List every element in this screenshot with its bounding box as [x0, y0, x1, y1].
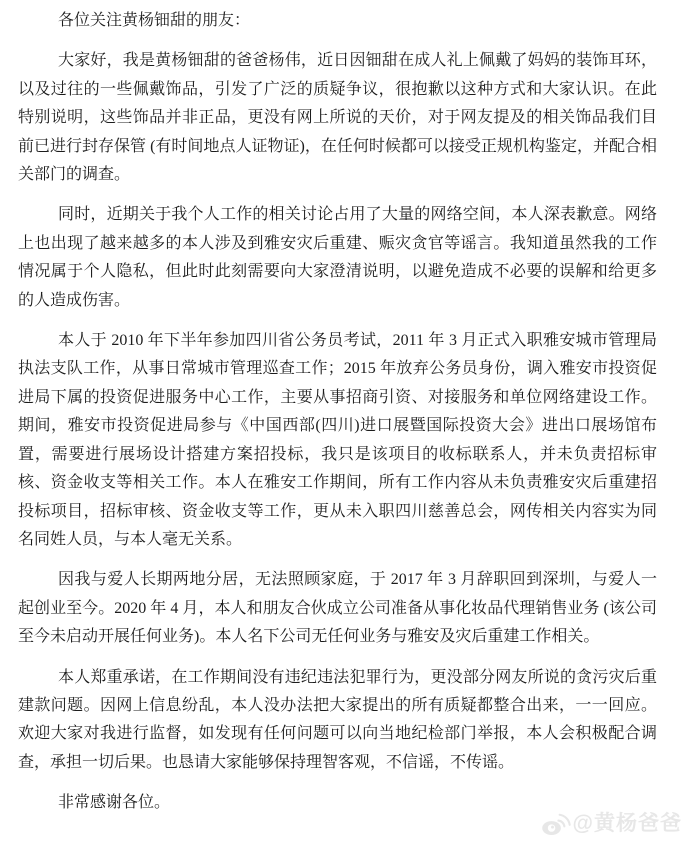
paragraph: 本人于 2010 年下半年参加四川省公务员考试，2011 年 3 月正式入职雅安城市管理局执法支队工作，从事日常城市管理巡查工作；2015 年放弃公务员身份，调入雅安市投资促进局下属的投资促进服务中心工作，主要从事招商引资、对接服务和单位网络建设工作。期间，雅安市投资促进局参与《中国西部(四川)进口展暨国际投资大会》进出口展场馆布置，需要进行展场设计搭建方案招投标，我只是该项目的收标联系人，并未负责招标审核、资金收支等相关工作。本人在雅安工作期间，所有工作内容从未负责雅安灾后重建招投标项目，招标审核、资金收支等工作，更从未入职四川慈善总会，网传相关内容实为同名同姓人员，与本人毫无关系。 [18, 332, 657, 548]
paragraph: 因我与爱人长期两地分居，无法照顾家庭，于 2017 年 3 月辞职回到深圳，与爱人一起创业至今。2020 年 4 月，本人和朋友合伙成立公司准备从事化妆品代理销售业务 (该公司至今未启动开展任何业务)。本人名下公司无任何业务与雅安及灾后重建工作相关。 [18, 571, 657, 646]
paragraph: 本人郑重承诺，在工作期间没有违纪违法犯罪行为，更没部分网友所说的贪污灾后重建款问题。因网上信息纷乱，本人没办法把大家提出的所有质疑都整合出来，一一回应。欢迎大家对我进行监督，如发现有任何问题可以向当地纪检部门举报，本人会积极配合调查，承担一切后果。也恳请大家能够保持理智客观，不信谣，不传谣。 [18, 668, 657, 771]
watermark-handle: @黄杨爸爸 [572, 811, 682, 835]
salutation: 各位关注黄杨钿甜的朋友： [58, 12, 251, 29]
paragraph: 同时，近期关于我个人工作的相关讨论占用了大量的网络空间，本人深表歉意。网络上也出现了越来越多的本人涉及到雅安灾后重建、赈灾贪官等谣言。我知道虽然我的工作情况属于个人隐私，但此时此刻需要向大家澄清说明，以避免造成不必要的误解和给更多的人造成伤害。 [18, 206, 657, 309]
paragraphs [18, 47, 657, 817]
weibo-logo-icon [541, 811, 571, 837]
paragraph: 大家好，我是黄杨钿甜的爸爸杨伟，近日因钿甜在成人礼上佩戴了妈妈的装饰耳环，以及过往的一些佩戴饰品，引发了广泛的质疑争议，很抱歉以这种方式和大家认识。在此特别说明，这些饰品并非正品，更没有网上所说的天价，对于网友提及的相关饰品我们目前已进行封存保管 (有时间地点人证物证)，在任何时候都可以接受正规机构鉴定，并配合相关部门的调查。 [18, 52, 657, 184]
paragraph: 非常感谢各位。 [58, 794, 171, 812]
weibo-watermark [541, 810, 682, 838]
